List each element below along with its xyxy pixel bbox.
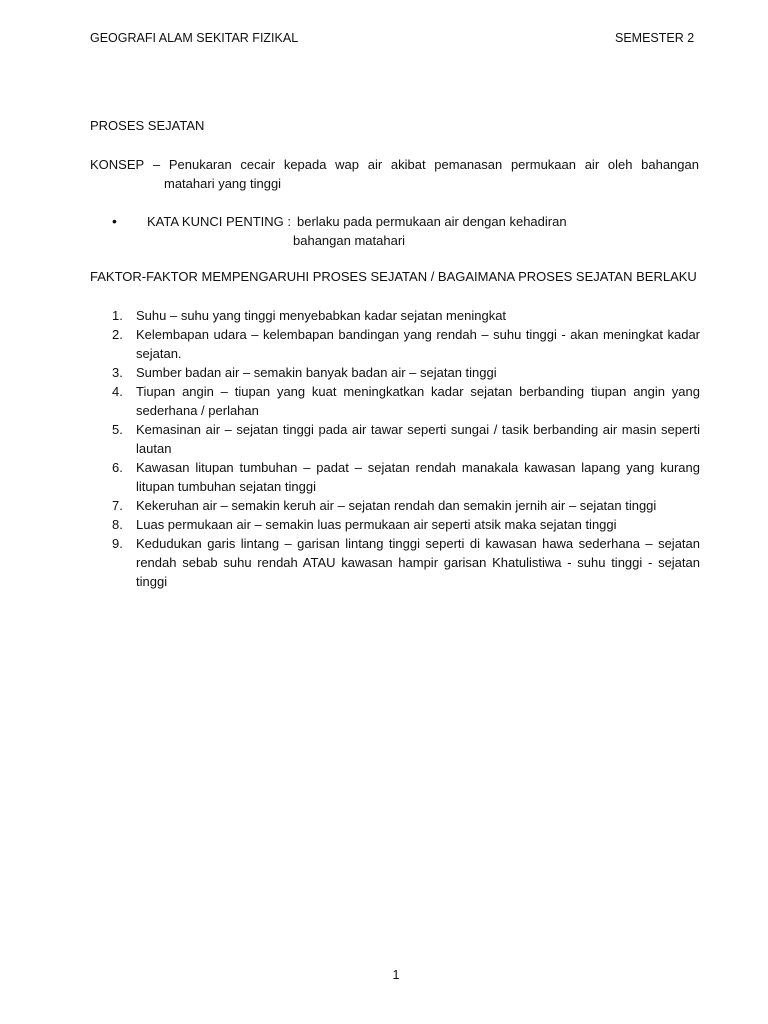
konsep-word: bahangan [641, 157, 699, 172]
konsep-word: permukaan [510, 157, 576, 172]
konsep-word: akibat [390, 157, 426, 172]
konsep-word: kepada [283, 157, 327, 172]
list-item [112, 496, 700, 515]
item-text: Kemasinan air – sejatan tinggi pada air tawar seperti sungai / tasik berbanding air masin seperti lautan [136, 422, 700, 456]
item-number: 3. [112, 365, 123, 380]
item-number: 6. [112, 460, 123, 475]
konsep-word: pemanasan [434, 157, 503, 172]
item-text: Kawasan litupan tumbuhan – padat – sejatan rendah manakala kawasan lapang yang kurang litupan tumbuhan sejatan tinggi [136, 460, 700, 494]
kata-kunci-label: KATA KUNCI PENTING : [147, 214, 291, 229]
list-item [112, 325, 700, 363]
page-number: 1 [392, 968, 400, 982]
list-item [112, 363, 700, 382]
list-item [112, 458, 700, 496]
konsep-word: oleh [607, 157, 633, 172]
item-text: Kelembapan udara – kelembapan bandingan yang rendah – suhu tinggi - akan meningkat kadar sejatan. [136, 327, 700, 361]
kata-kunci-row [147, 212, 567, 231]
kata-kunci-value: berlaku pada permukaan air dengan kehadiran [296, 214, 567, 229]
item-text: Luas permukaan air – semakin luas permukaan air seperti atsik maka sejatan tinggi [136, 517, 617, 532]
item-number: 9. [112, 536, 123, 551]
item-number: 7. [112, 498, 123, 513]
section-title: PROSES SEJATAN [90, 118, 205, 133]
bullet-icon: • [112, 213, 117, 229]
konsep-word: – [152, 157, 161, 172]
list-item [112, 534, 700, 591]
item-text: Suhu – suhu yang tinggi menyebabkan kadar sejatan meningkat [136, 308, 507, 323]
header-semester: SEMESTER 2 [615, 31, 695, 45]
konsep-line-2: matahari yang tinggi [164, 176, 282, 191]
konsep-label: KONSEP [90, 157, 145, 172]
list-item [112, 515, 700, 534]
item-number: 4. [112, 384, 123, 399]
item-number: 2. [112, 327, 123, 342]
konsep-word: cecair [240, 157, 276, 172]
konsep-word: wap [335, 157, 360, 172]
item-text: Sumber badan air – semakin banyak badan air – sejatan tinggi [136, 365, 497, 380]
item-number: 8. [112, 517, 123, 532]
faktor-heading: FAKTOR-FAKTOR MEMPENGARUHI PROSES SEJATAN / BAGAIMANA PROSES SEJATAN BERLAKU [90, 269, 697, 284]
item-number: 5. [112, 422, 123, 437]
konsep-line-1 [90, 155, 699, 174]
factor-list [112, 306, 700, 591]
item-text: Kedudukan garis lintang – garisan lintang tinggi seperti di kawasan hawa sederhana – sejatan rendah sebab suhu rendah ATAU kawasan hampir garisan Khatulistiwa - suhu tinggi - sejatan tinggi [136, 536, 700, 589]
konsep-word: Penukaran [168, 157, 232, 172]
kata-kunci-value-continued: bahangan matahari [293, 233, 406, 248]
konsep-word: air [367, 157, 383, 172]
item-number: 1. [112, 308, 123, 323]
list-item [112, 306, 700, 325]
list-item [112, 382, 700, 420]
item-text: Kekeruhan air – semakin keruh air – sejatan rendah dan semakin jernih air – sejatan tinggi [136, 498, 657, 513]
list-item [112, 420, 700, 458]
header-title: GEOGRAFI ALAM SEKITAR FIZIKAL [90, 31, 299, 45]
konsep-word: air [584, 157, 600, 172]
konsep-paragraph [90, 155, 699, 193]
item-text: Tiupan angin – tiupan yang kuat meningkatkan kadar sejatan berbanding tiupan angin yang sederhana / perlahan [136, 384, 700, 418]
